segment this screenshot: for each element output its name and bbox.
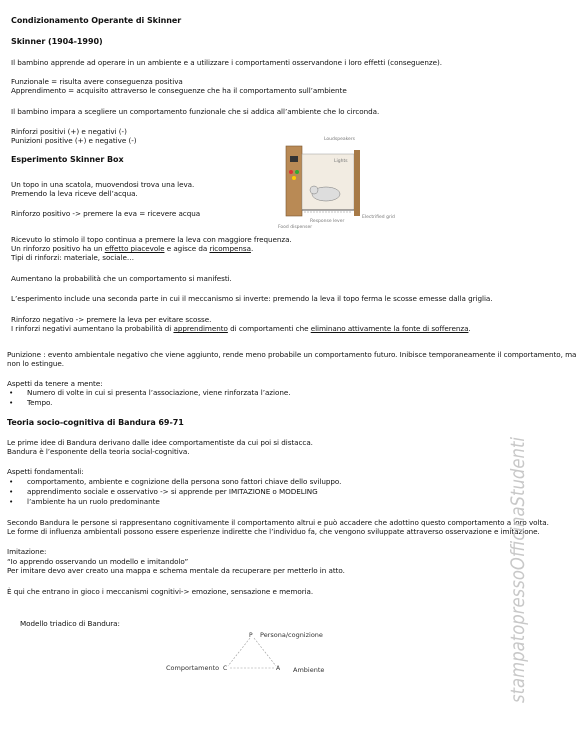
text-span: . xyxy=(250,244,254,253)
bullet-marker: • xyxy=(9,477,14,486)
paragraph: Il bambino impara a scegliere un comportamento funzionale che si addica all’ambiente che lo circonda. xyxy=(11,107,380,116)
paragraph: Un topo in una scatola, muovendosi trova una leva. xyxy=(11,180,195,189)
list-item: Tempo. xyxy=(27,398,53,407)
paragraph: L’esperimento include una seconda parte in cui il meccanismo si inverte: premendo la leva il topo ferma le scosse emesse dalla griglia. xyxy=(11,294,493,303)
paragraph: Apprendimento = acquisito attraverso le conseguenze che ha il comportamento sull’ambiente xyxy=(11,86,347,95)
triad-node-p: P xyxy=(249,632,253,639)
paragraph: Per imitare devo aver creato una mappa e schema mentale da recuperare per metterlo in atto. xyxy=(7,566,345,575)
list-item: comportamento, ambiente e cognizione della persona sono fattori chiave dello sviluppo. xyxy=(27,477,342,486)
paragraph: Aspetti fondamentali: xyxy=(7,467,84,476)
label-electrified-grid: Electrified grid xyxy=(362,215,395,220)
paragraph: Il bambino apprende ad operare in un ambiente e a utilizzare i comportamenti osservandone i loro effetti (conseguenze). xyxy=(11,58,442,67)
list-item: Numero di volte in cui si presenta l’associazione, viene rinforzata l’azione. xyxy=(27,388,291,397)
paragraph: Le forme di influenza ambientali possono essere esperienze indirette che l’individuo fa, che vengono sviluppate attraverso osservazione e imitazione. xyxy=(7,527,540,536)
paragraph: Rinforzo negativo -> premere la leva per evitare scosse. xyxy=(11,315,212,324)
label-food-dispenser: Food dispenser xyxy=(278,225,313,230)
underlined-text: eliminano attivamente la fonte di sofferenza xyxy=(310,324,469,333)
bullet-marker: • xyxy=(9,487,14,496)
paragraph: Rinforzi positivi (+) e negativi (-) xyxy=(11,127,127,136)
text-span: I rinforzi negativi aumentano la probabilità di xyxy=(11,324,174,333)
paragraph: Aspetti da tenere a mente: xyxy=(7,379,103,388)
paragraph: Bandura è l’esponente della teoria social-cognitiva. xyxy=(7,447,190,456)
paragraph xyxy=(11,324,471,333)
underlined-text: apprendimento xyxy=(173,324,228,333)
underlined-text: effetto piacevole xyxy=(104,244,165,253)
paragraph: Imitazione: xyxy=(7,547,47,556)
paragraph: Punizioni positive (+) e negative (-) xyxy=(11,136,137,145)
list-item: apprendimento sociale e osservativo -> si apprende per IMITAZIONE o MODELING xyxy=(27,487,318,496)
bullet-marker: • xyxy=(9,398,14,407)
paragraph: Ricevuto lo stimolo il topo continua a premere la leva con maggiore frequenza. xyxy=(11,235,292,244)
heading-bandura: Teoria socio-cognitiva di Bandura 69-71 xyxy=(7,418,184,427)
heading-skinner-dates: Skinner (1904-1990) xyxy=(11,37,103,46)
paragraph: “Io apprendo osservando un modello e imitandolo” xyxy=(7,557,189,566)
heading-skinner-box: Esperimento Skinner Box xyxy=(11,155,124,164)
text-span: . xyxy=(468,324,471,333)
triad-label-persona: Persona/cognizione xyxy=(260,631,323,639)
paragraph: Punizione : evento ambientale negativo che viene aggiunto, rende meno probabile un comportamento futuro. Inibisce temporaneamente il comportamento, ma xyxy=(7,350,576,359)
triad-node-a: A xyxy=(276,665,281,672)
watermark xyxy=(496,396,536,705)
skinner-box-illustration xyxy=(276,132,395,232)
paragraph: Le prime idee di Bandura derivano dalle idee comportamentiste da cui poi si distacca. xyxy=(7,438,313,447)
paragraph: Rinforzo positivo -> premere la eva = ricevere acqua xyxy=(11,209,201,218)
paragraph xyxy=(11,244,253,253)
triad-label-comportamento: Comportamento xyxy=(166,664,220,672)
list-item: l’ambiente ha un ruolo predominante xyxy=(27,497,160,506)
heading-skinner-conditioning: Condizionamento Operante di Skinner xyxy=(11,16,182,25)
paragraph: Modello triadico di Bandura: xyxy=(20,619,120,628)
paragraph: Secondo Bandura le persone si rappresentano cognitivamente il comportamento altrui e può accadere che adottino questo comportamento a loro volta. xyxy=(7,518,549,527)
paragraph: Funzionale = risulta avere conseguenza positiva xyxy=(11,77,183,86)
paragraph: Premendo la leva riceve dell’acqua. xyxy=(11,189,138,198)
text-span: di comportamenti che xyxy=(227,324,311,333)
triad-label-ambiente: Ambiente xyxy=(293,666,325,674)
bullet-marker: • xyxy=(9,497,14,506)
label-response-lever: Response lever xyxy=(310,219,345,224)
triad-node-c: C xyxy=(223,665,228,672)
text-span: e agisce da xyxy=(164,244,210,253)
paragraph: Aumentano la probabilità che un comportamento si manifesti. xyxy=(11,274,232,283)
paragraph: È qui che entrano in gioco i meccanismi cognitivi-> emozione, sensazione e memoria. xyxy=(7,587,314,596)
label-loudspeakers: Loudspeakers xyxy=(324,137,356,142)
underlined-text: ricompensa xyxy=(209,244,251,253)
paragraph: Tipi di rinforzi: materiale, sociale… xyxy=(11,253,134,262)
label-lights: Lights xyxy=(334,159,348,164)
bandura-triadic-diagram xyxy=(160,628,360,678)
bullet-marker: • xyxy=(9,388,14,397)
paragraph: non lo estingue. xyxy=(7,359,65,368)
text-span: Un rinforzo positivo ha un xyxy=(11,244,105,253)
watermark-text: stampatopressoOfficinaStudenti xyxy=(507,396,529,703)
